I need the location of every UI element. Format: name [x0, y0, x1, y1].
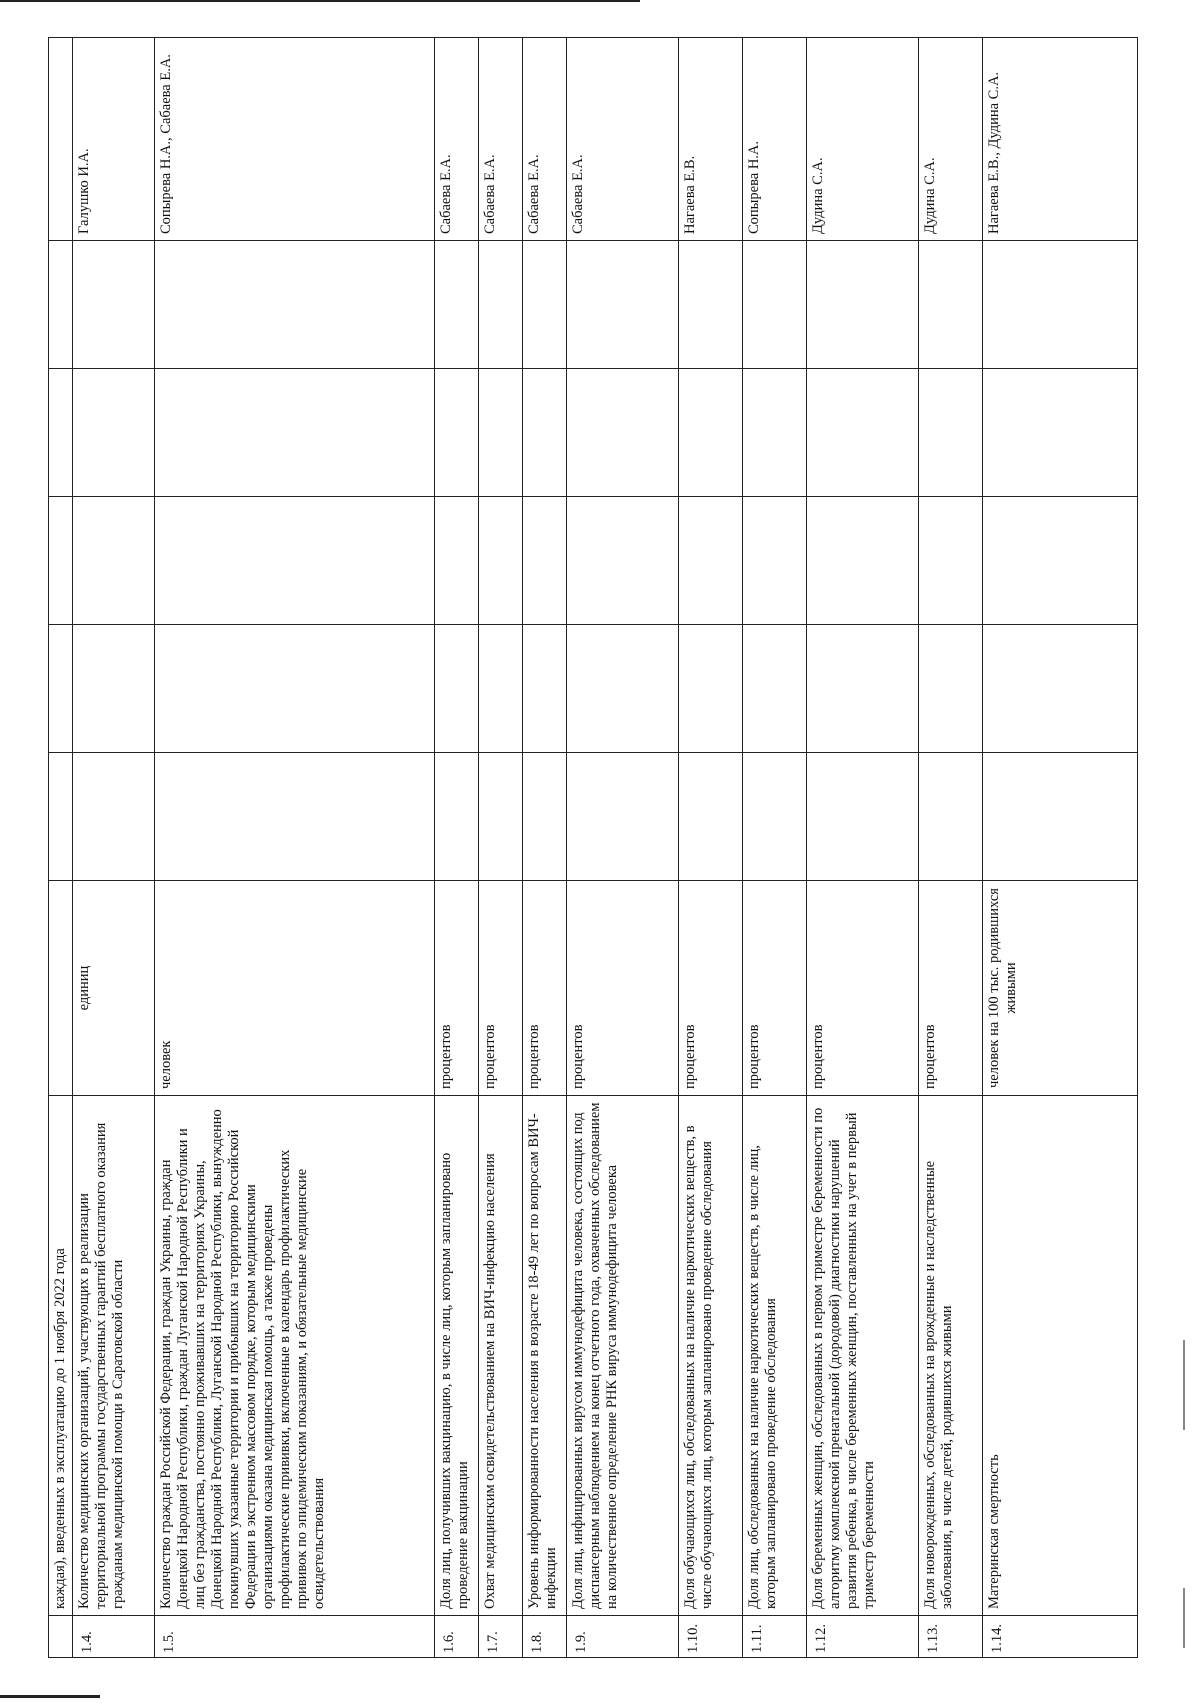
value-cell: [435, 369, 479, 497]
responsible-cell: Дудина С.А.: [919, 38, 983, 241]
value-cell: [919, 753, 983, 881]
table-row: [983, 38, 1138, 1658]
row-number: 1.11.: [743, 1616, 807, 1658]
table-row: [919, 38, 983, 1658]
row-number: 1.13.: [919, 1616, 983, 1658]
indicator-name: Доля обучающихся лиц, обследованных на наличие наркотических веществ, в числе обучающихся лиц, которым запланировано проведение обследования: [679, 1096, 743, 1616]
responsible-cell: Нагаева Е.В., Дудина С.А.: [983, 38, 1138, 241]
unit-cell: процентов: [679, 881, 743, 1096]
value-cell: [567, 241, 679, 369]
indicator-name: Доля беременных женщин, обследованных в первом триместре беременности по алгоритму комплексной пренатальной (дородовой) диагностики нарушений развития ребенка, в числе беременных женщин, поставленных на учет в первый триместр беременности: [807, 1096, 919, 1616]
scan-edge-mark: [1183, 1588, 1185, 1648]
unit-cell: человек: [155, 881, 435, 1096]
value-cell: [567, 753, 679, 881]
value-cell: [743, 497, 807, 625]
responsible-cell: [49, 38, 73, 241]
value-cell: [155, 241, 435, 369]
indicator-name: Доля лиц, обследованных на наличие наркотических веществ, в числе лиц, которым запланировано проведение обследования: [743, 1096, 807, 1616]
value-cell: [567, 497, 679, 625]
value-cell: [567, 625, 679, 753]
value-cell: [807, 625, 919, 753]
value-cell: [807, 241, 919, 369]
value-cell: [73, 625, 155, 753]
unit-cell: процентов: [479, 881, 523, 1096]
row-number: 1.5.: [155, 1616, 435, 1658]
value-cell: [155, 753, 435, 881]
value-cell: [743, 369, 807, 497]
unit-cell: единиц: [73, 881, 155, 1096]
responsible-cell: Сопырева Н.А.: [743, 38, 807, 241]
value-cell: [435, 753, 479, 881]
value-cell: [435, 625, 479, 753]
value-cell: [523, 753, 567, 881]
value-cell: [983, 497, 1138, 625]
row-number: 1.4.: [73, 1616, 155, 1658]
indicator-name: Количество медицинских организаций, участвующих в реализации территориальной программы государственных гарантий бесплатного оказания гражданам медицинской помощи в Саратовской области: [73, 1096, 155, 1616]
value-cell: [679, 369, 743, 497]
indicators-table: [48, 37, 1138, 1658]
table-row: [567, 38, 679, 1658]
value-cell: [73, 497, 155, 625]
table-row: [743, 38, 807, 1658]
value-cell: [983, 369, 1138, 497]
responsible-cell: Сопырева Н.А., Сабаева Е.А.: [155, 38, 435, 241]
table-row: [49, 38, 73, 1658]
value-cell: [435, 497, 479, 625]
scan-edge-mark: [1183, 1340, 1185, 1430]
responsible-cell: Дудина С.А.: [807, 38, 919, 241]
responsible-cell: Сабаева Е.А.: [435, 38, 479, 241]
indicator-name: Материнская смертность: [983, 1096, 1138, 1616]
value-cell: [73, 241, 155, 369]
value-cell: [479, 241, 523, 369]
row-number: 1.14.: [983, 1616, 1138, 1658]
value-cell: [523, 625, 567, 753]
value-cell: [679, 497, 743, 625]
row-number: 1.8.: [523, 1616, 567, 1658]
unit-cell: процентов: [435, 881, 479, 1096]
value-cell: [155, 497, 435, 625]
value-cell: [479, 753, 523, 881]
value-cell: [49, 241, 73, 369]
value-cell: [523, 241, 567, 369]
value-cell: [73, 369, 155, 497]
responsible-cell: Галушко И.А.: [73, 38, 155, 241]
value-cell: [679, 753, 743, 881]
row-number: 1.7.: [479, 1616, 523, 1658]
value-cell: [743, 625, 807, 753]
value-cell: [919, 241, 983, 369]
top-border-line: [0, 0, 640, 2]
value-cell: [479, 625, 523, 753]
unit-cell: процентов: [919, 881, 983, 1096]
value-cell: [807, 497, 919, 625]
rotated-table-container: [48, 38, 1138, 1658]
indicator-name: Доля лиц, инфицированных вирусом иммунодефицита человека, состоящих под диспансерным наблюдением на конец отчетного года, охваченных обследованием на количественное определение РНК вируса иммунодефицита человека: [567, 1096, 679, 1616]
unit-cell: процентов: [567, 881, 679, 1096]
value-cell: [743, 753, 807, 881]
table-row: [435, 38, 479, 1658]
value-cell: [919, 369, 983, 497]
value-cell: [567, 369, 679, 497]
value-cell: [807, 369, 919, 497]
table-row: [807, 38, 919, 1658]
unit-cell: процентов: [807, 881, 919, 1096]
value-cell: [155, 369, 435, 497]
table-row: [155, 38, 435, 1658]
table-row: [479, 38, 523, 1658]
row-number: 1.10.: [679, 1616, 743, 1658]
unit-cell: процентов: [743, 881, 807, 1096]
value-cell: [479, 497, 523, 625]
indicator-name: Доля новорожденных, обследованных на врожденные и наследственные заболевания, в числе детей, родившихся живыми: [919, 1096, 983, 1616]
value-cell: [919, 625, 983, 753]
value-cell: [679, 625, 743, 753]
indicator-name: Количество граждан Российской Федерации, граждан Украины, граждан Донецкой Народной Республики, граждан Луганской Народной Республики и лиц без гражданства, постоянно проживавших на территориях Украины, Донецкой Народной Республики, Луганской Народной Республики, вынужденно покинувших указанные территории и прибывших на территорию Российской Федерации в экстренном массовом порядке, которым медицинскими организациями оказана медицинская помощь, а также проведены профилактические прививки, включенные в календарь профилактических прививок по эпидемическим показаниям, и обязательные медицинские освидетельствования: [155, 1096, 435, 1616]
value-cell: [743, 241, 807, 369]
unit-cell: [49, 881, 73, 1096]
table-row: [679, 38, 743, 1658]
responsible-cell: Сабаева Е.А.: [479, 38, 523, 241]
value-cell: [49, 497, 73, 625]
unit-cell: процентов: [523, 881, 567, 1096]
value-cell: [983, 241, 1138, 369]
value-cell: [49, 625, 73, 753]
value-cell: [523, 369, 567, 497]
indicator-name: Уровень информированности населения в возрасте 18-49 лет по вопросам ВИЧ-инфекции: [523, 1096, 567, 1616]
unit-cell: человек на 100 тыс. родившихся живыми: [983, 881, 1138, 1096]
value-cell: [919, 497, 983, 625]
value-cell: [49, 369, 73, 497]
responsible-cell: Нагаева Е.В.: [679, 38, 743, 241]
value-cell: [807, 753, 919, 881]
responsible-cell: Сабаева Е.А.: [567, 38, 679, 241]
row-number: 1.9.: [567, 1616, 679, 1658]
responsible-cell: Сабаева Е.А.: [523, 38, 567, 241]
table-row: [523, 38, 567, 1658]
row-number: 1.12.: [807, 1616, 919, 1658]
indicator-name: Охват медицинским освидетельствованием на ВИЧ-инфекцию населения: [479, 1096, 523, 1616]
value-cell: [523, 497, 567, 625]
indicator-name: Доля лиц, получивших вакцинацию, в числе лиц, которым запланировано проведение вакцинации: [435, 1096, 479, 1616]
value-cell: [155, 625, 435, 753]
value-cell: [49, 753, 73, 881]
value-cell: [983, 753, 1138, 881]
table-row: [73, 38, 155, 1658]
value-cell: [983, 625, 1138, 753]
row-number: 1.6.: [435, 1616, 479, 1658]
value-cell: [435, 241, 479, 369]
value-cell: [679, 241, 743, 369]
row-number: [49, 1616, 73, 1658]
value-cell: [479, 369, 523, 497]
value-cell: [73, 753, 155, 881]
footnote-line: [0, 1695, 100, 1698]
indicator-name: каждая), введенных в эксплуатацию до 1 ноября 2022 года: [49, 1096, 73, 1616]
